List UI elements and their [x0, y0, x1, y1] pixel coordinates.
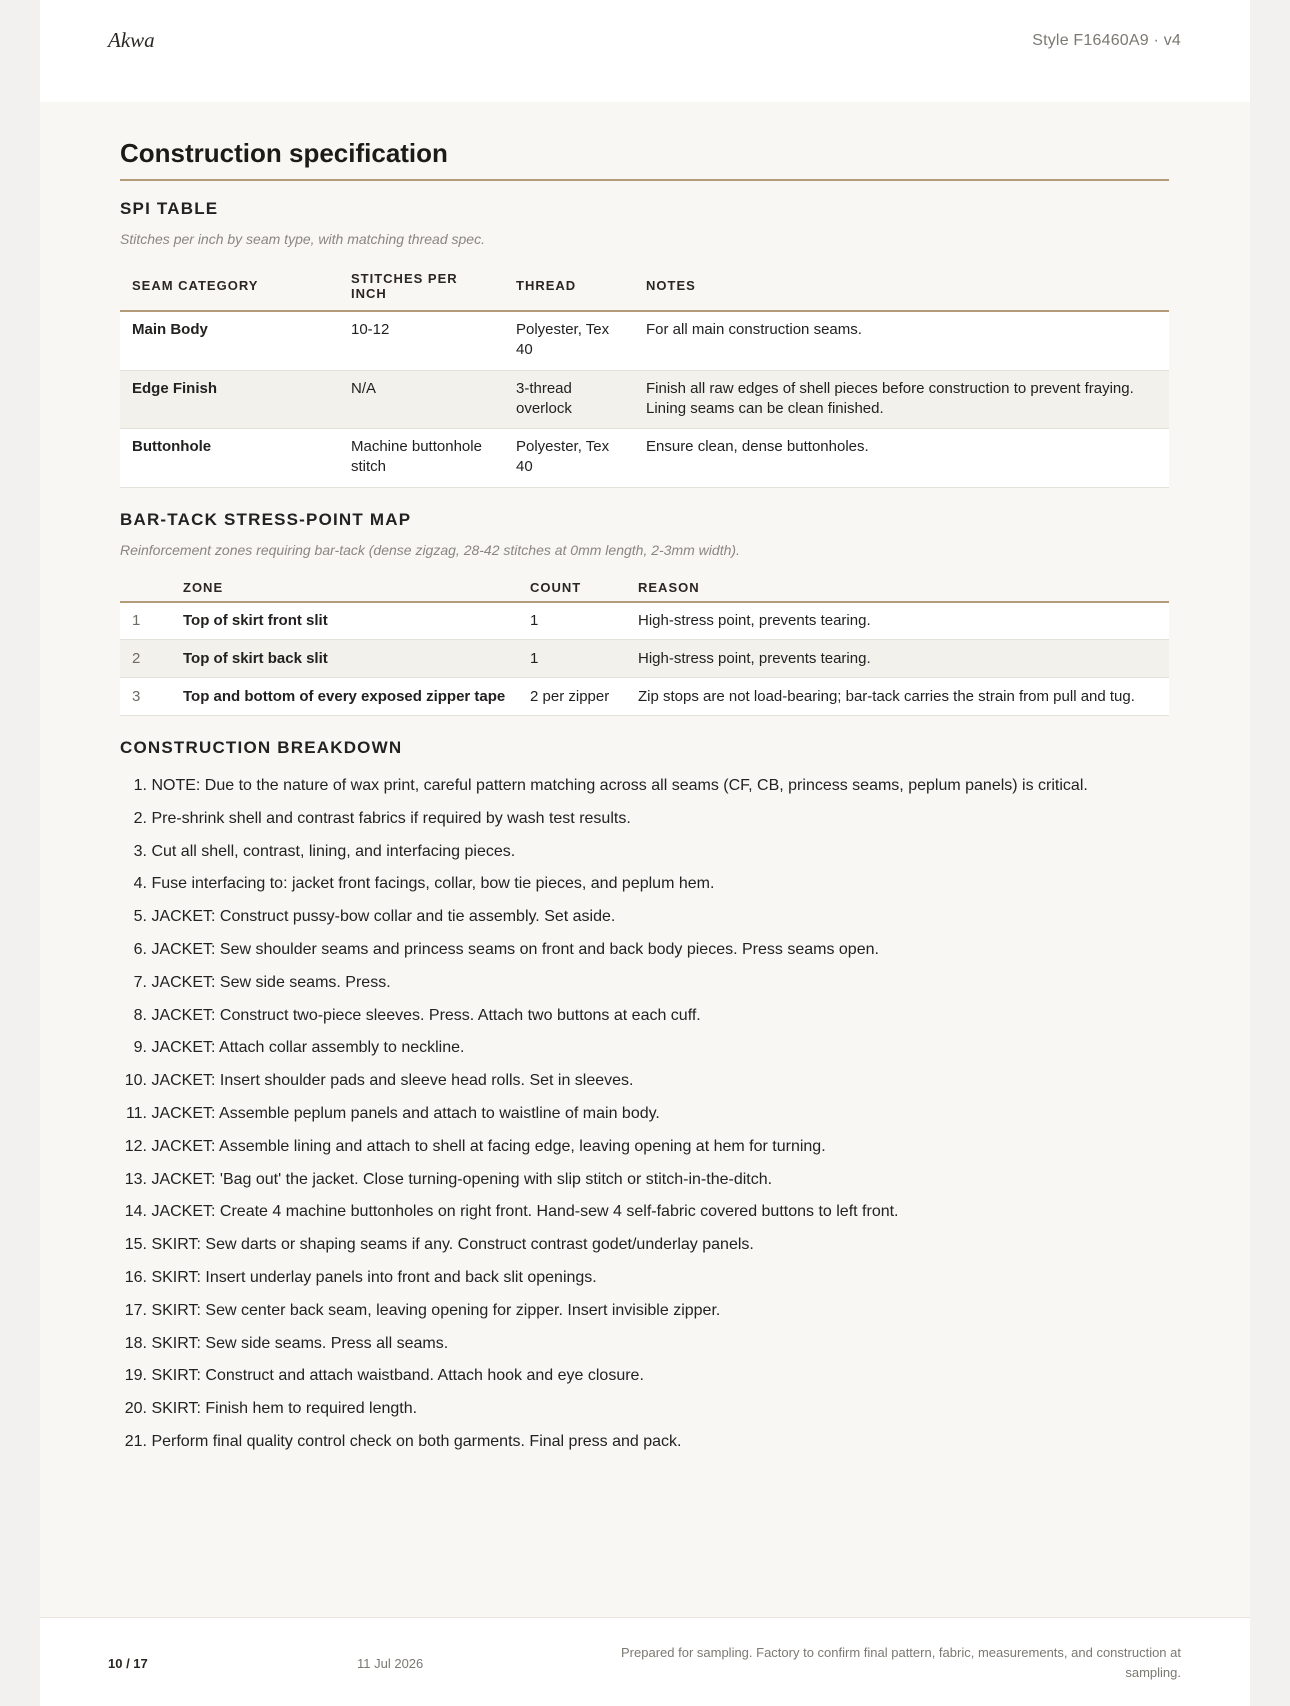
step-number: 18. [124, 1334, 147, 1352]
step-number: 19. [124, 1367, 147, 1385]
column-header: NOTES [634, 261, 1169, 311]
step-text: JACKET: Assemble peplum panels and attach to waistline of main body. [151, 1104, 660, 1122]
construction-step [120, 1164, 1169, 1197]
bartack-section-subtitle: Reinforcement zones requiring bar-tack (dense zigzag, 28-42 stitches at 0mm length, 2-3mm width). [120, 541, 740, 558]
construction-step [120, 967, 1169, 1000]
row-index: 3 [120, 678, 171, 716]
spi-cell: N/A [339, 370, 504, 428]
zone-cell: Top of skirt back slit [171, 640, 518, 678]
step-text: SKIRT: Finish hem to required length. [151, 1400, 418, 1418]
thread-cell: Polyester, Tex 40 [504, 311, 634, 370]
step-number: 14. [124, 1203, 147, 1221]
brand-logo-text: Akwa [108, 28, 155, 52]
construction-step [120, 1295, 1169, 1328]
spi-table [120, 261, 1169, 488]
construction-step [120, 1065, 1169, 1098]
page-number: 10 / 17 [108, 1656, 148, 1671]
construction-step [120, 1000, 1169, 1033]
zone-cell: Top and bottom of every exposed zipper tape [171, 678, 518, 716]
bartack-table [120, 566, 1169, 717]
page-title: Construction specification [120, 138, 1169, 181]
column-header [120, 566, 171, 602]
step-number: 13. [124, 1170, 147, 1188]
table-row [120, 678, 1169, 716]
table-row [120, 602, 1169, 640]
table-row [120, 640, 1169, 678]
bartack-section [120, 510, 1169, 717]
step-text: NOTE: Due to the nature of wax print, careful pattern matching across all seams (CF, CB, princess seams, peplum panels) is critical. [151, 777, 1088, 794]
seam-category-cell: Buttonhole [120, 428, 339, 487]
step-text: JACKET: Attach collar assembly to neckline. [151, 1039, 465, 1057]
count-cell: 1 [518, 640, 626, 678]
page-content [120, 102, 1169, 1459]
step-number: 10. [124, 1072, 147, 1090]
count-cell: 1 [518, 602, 626, 640]
footer-date: 11 Jul 2026 [357, 1656, 424, 1671]
construction-step [120, 1393, 1169, 1426]
step-number: 6. [133, 940, 147, 958]
step-number: 17. [124, 1301, 147, 1319]
row-index: 2 [120, 640, 171, 678]
step-text: SKIRT: Sew side seams. Press all seams. [151, 1334, 449, 1352]
step-text: Fuse interfacing to: jacket front facings, collar, bow tie pieces, and peplum hem. [151, 875, 715, 893]
step-number: 4. [133, 875, 147, 893]
bartack-section-title: BAR-TACK STRESS-POINT MAP [120, 509, 412, 529]
step-text: SKIRT: Insert underlay panels into front and back slit openings. [151, 1268, 597, 1286]
construction-step [120, 1131, 1169, 1164]
column-header: REASON [626, 566, 1169, 602]
style-code: Style F16460A9 · v4 [1032, 32, 1181, 49]
construction-steps-list [120, 770, 1169, 1459]
table-header-row [120, 261, 1169, 311]
thread-cell: Polyester, Tex 40 [504, 428, 634, 487]
construction-step [120, 934, 1169, 967]
construction-step [120, 901, 1169, 934]
reason-cell: High-stress point, prevents tearing. [626, 640, 1169, 678]
step-text: SKIRT: Sew darts or shaping seams if any. Construct contrast godet/underlay panels. [151, 1236, 754, 1254]
notes-cell: For all main construction seams. [634, 311, 1169, 370]
spi-cell: 10-12 [339, 311, 504, 370]
row-index: 1 [120, 602, 171, 640]
construction-step [120, 1360, 1169, 1393]
construction-step [120, 1426, 1169, 1459]
breakdown-section-title: CONSTRUCTION BREAKDOWN [120, 738, 403, 757]
step-number: 16. [124, 1268, 147, 1286]
construction-step [120, 1196, 1169, 1229]
table-row [120, 370, 1169, 428]
step-number: 2. [133, 809, 147, 827]
footer-disclaimer: Prepared for sampling. Factory to confirm final pattern, fabric, measurements, and construction at sampling. [621, 1645, 1181, 1680]
notes-cell: Ensure clean, dense buttonholes. [634, 428, 1169, 487]
step-text: Pre-shrink shell and contrast fabrics if required by wash test results. [151, 809, 631, 827]
thread-cell: 3-thread overlock [504, 370, 634, 428]
page-header [40, 0, 1250, 102]
step-number: 12. [124, 1137, 147, 1155]
notes-cell: Finish all raw edges of shell pieces before construction to prevent fraying. Lining seams can be clean finished. [634, 370, 1169, 428]
table-row [120, 311, 1169, 370]
construction-step [120, 803, 1169, 836]
step-text: JACKET: Sew side seams. Press. [151, 973, 391, 991]
reason-cell: Zip stops are not load-bearing; bar-tack carries the strain from pull and tug. [626, 678, 1169, 716]
step-text: JACKET: Construct pussy-bow collar and tie assembly. Set aside. [151, 908, 616, 926]
step-number: 1. [133, 777, 147, 794]
construction-step [120, 1262, 1169, 1295]
step-text: Perform final quality control check on both garments. Final press and pack. [151, 1432, 682, 1450]
construction-step [120, 1032, 1169, 1065]
step-text: JACKET: 'Bag out' the jacket. Close turning-opening with slip stitch or stitch-in-the-ditch. [151, 1170, 773, 1188]
step-number: 20. [124, 1400, 147, 1418]
step-number: 15. [124, 1236, 147, 1254]
step-text: Cut all shell, contrast, lining, and interfacing pieces. [151, 842, 516, 860]
step-text: JACKET: Create 4 machine buttonholes on right front. Hand-sew 4 self-fabric covered buttons to left front. [151, 1203, 899, 1221]
spi-section [120, 199, 1169, 488]
column-header: ZONE [171, 566, 518, 602]
seam-category-cell: Main Body [120, 311, 339, 370]
step-number: 21. [124, 1432, 147, 1450]
column-header: COUNT [518, 566, 626, 602]
seam-category-cell: Edge Finish [120, 370, 339, 428]
step-number: 9. [133, 1039, 147, 1057]
spi-section-title: SPI TABLE [120, 199, 219, 218]
column-header: THREAD [504, 261, 634, 311]
spi-cell: Machine buttonhole stitch [339, 428, 504, 487]
document-page [40, 0, 1250, 1706]
table-row [120, 428, 1169, 487]
construction-step [120, 1098, 1169, 1131]
step-text: SKIRT: Sew center back seam, leaving opening for zipper. Insert invisible zipper. [151, 1301, 721, 1319]
construction-step [120, 836, 1169, 869]
column-header: STITCHES PER INCH [339, 261, 504, 311]
step-number: 8. [133, 1006, 147, 1024]
page-footer [40, 1617, 1250, 1706]
step-text: JACKET: Sew shoulder seams and princess seams on front and back body pieces. Press seams open. [151, 940, 879, 958]
construction-step [120, 1328, 1169, 1361]
step-text: JACKET: Construct two-piece sleeves. Press. Attach two buttons at each cuff. [151, 1006, 701, 1024]
step-text: JACKET: Insert shoulder pads and sleeve head rolls. Set in sleeves. [151, 1072, 634, 1090]
step-number: 5. [133, 908, 147, 926]
step-number: 11. [125, 1104, 147, 1122]
step-text: SKIRT: Construct and attach waistband. Attach hook and eye closure. [151, 1367, 644, 1385]
step-number: 7. [133, 973, 147, 991]
construction-step [120, 770, 1169, 803]
column-header: SEAM CATEGORY [120, 261, 339, 311]
reason-cell: High-stress point, prevents tearing. [626, 602, 1169, 640]
zone-cell: Top of skirt front slit [171, 602, 518, 640]
breakdown-section [120, 738, 1169, 1459]
step-text: JACKET: Assemble lining and attach to shell at facing edge, leaving opening at hem for turning. [151, 1137, 826, 1155]
construction-step [120, 868, 1169, 901]
spi-section-subtitle: Stitches per inch by seam type, with matching thread spec. [120, 231, 485, 247]
construction-step [120, 1229, 1169, 1262]
step-number: 3. [133, 842, 147, 860]
count-cell: 2 per zipper [518, 678, 626, 716]
table-header-row [120, 566, 1169, 602]
